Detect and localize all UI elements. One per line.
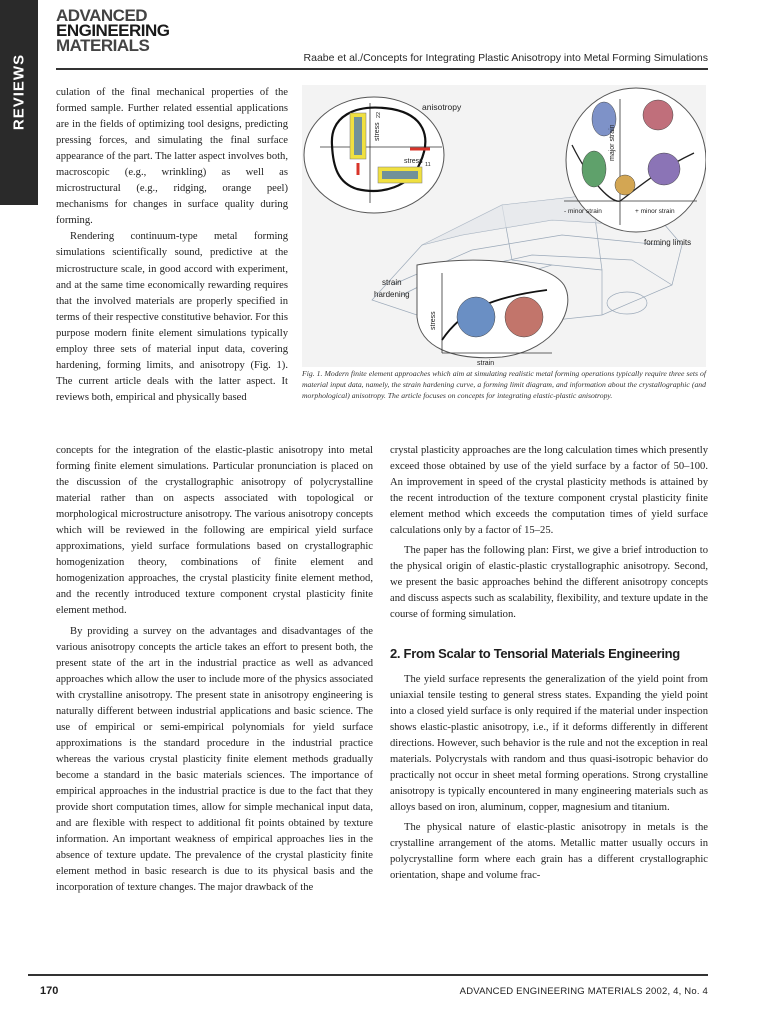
section-tab [0,0,38,205]
specimen-vertical-grains [354,117,362,155]
column-top-left [56,85,288,406]
label-stress: stress [430,311,437,330]
hardening-grain-map-2 [505,297,543,337]
section-heading: 2. From Scalar to Tensorial Materials Engineering [390,645,680,661]
label-strain-hardening-1: strain [382,278,402,287]
label-minor-strain-minus: - minor strain [564,208,602,215]
figure-1 [302,85,706,367]
label-stress22-sub: 22 [376,111,382,118]
label-strain-hardening-2: hardening [374,290,410,299]
label-strain: strain [477,360,495,367]
label-anisotropy: anisotropy [422,102,462,112]
column-left [56,443,373,896]
paragraph: culation of the final mechanical properties of the formed sample. Further related essential applications are in the fields of optimizing tool designs, predicting pressing forces, and simulating the final surface appearance of the part. The latter aspect involves both, macroscopic (e.g., wrinkling) as well as microstructural (e.g., ridging, orange peel) mechanisms for changes in surface quality during forming. [56,87,288,227]
label-stress11-sub: 11 [425,162,431,168]
hardening-grain-map-1 [457,297,495,337]
specimen-horizontal-grains [382,171,418,179]
paragraph: crystal plasticity approaches are the long calculation times which presently exceed those obtained by use of the yield surface by a factor of 50–100. An improvement in speed of the crystal plasticity methods is attained by the recent introduction of the texture component crystal plasticity finite element method which exceeds the computation times of yield surface calculations only by a factor of 15–25. [390,445,708,537]
paragraph: The physical nature of elastic-plastic anisotropy in metals is the crystalline arrangement of the atoms. Metallic matter usually occurs in polycrystalline form where each grain has a different crystallographic orientation, shape and volume frac- [390,821,708,882]
grain-map-2 [643,100,673,130]
paragraph: concepts for the integration of the elastic-plastic anisotropy into metal forming finite element simulations. Particular pronunciation is placed on the discussion of the crystallographic anisotropy of polycrystalline material rather than on aspects associated with topological or morphological microstructure anisotropy. The various anisotropy concepts which will be reviewed in the following are empirical yield surface approximations, yield surface formulations based on crystallographic homogenization theory, combinations of finite element and homogenization approaches, the crystal plasticity finite element method, and the recently introduced texture component crystal plasticity finite element method. [56,445,373,617]
paragraph: The yield surface represents the generalization of the yield point from uniaxial tensile testing to general stress states. Expanding the yield point into a closed yield surface is only required if the material under inspection shows elastic-plastic anisotropy, i.e., if it deforms differently in different directions. However, such behavior is the rule and not the exception in real materials. Polycrystals with random and thus quasi-isotropic behavior do practically not occur in sheet metal forming operations. Strong crystalline anisotropy is typically encountered in many engineering materials such as alloys based on iron, aluminum, copper, magnesium and titanium. [390,673,708,813]
label-stress11: stress [404,158,423,165]
section-tab-label: REVIEWS [10,53,28,131]
page-number: 170 [40,985,59,997]
footer-rule [28,974,708,976]
paragraph: By providing a survey on the advantages and disadvantages of the various anisotropy concepts the article takes an effort to present both, the present state of the art in the industrial practice as well as advanced approaches which allow the user to include more of the physics associated with crystalline anisotropy. The present state in anisotropy engineering is naturally different between industrial applications and basic science. The use of empirical or semi-empirical polynomials for yield surface approximations is the standard procedure in the industrial practice whereas the various crystal plasticity finite element methods gradually become a standard in the basic materials sciences. The importance of empirical approaches in the industrial practice is due to the fact that they provide short computation times, allow for simple mechanical input data, and are flexible with respect to additional fit points obtained by texture information. An important weakness of empirical approaches lies in the absence of texture update. The prevalence of the crystal plasticity finite element method in basic research is due to its physical basis and the incorporation of texture changes. The major drawback of the [56,625,373,894]
running-head: Raabe et al./Concepts for Integrating Plastic Anisotropy into Metal Forming Simulations [303,52,708,64]
column-right [390,443,708,884]
paragraph: Rendering continuum-type metal forming simulations scientifically sound, predictive at the microstructure scale, in good accord with experiment, and at the same time economically rewarding requires that the involved materials are properly specified in terms of their respective constitutive behavior. For this purpose modern finite element simulations typically employ three sets of material input data, covering hardening, forming limits, and anisotropy (Fig. 1). The current article deals with the latter aspect. It reviews both, empirical and physically based [56,231,288,403]
logo-line-3: MATERIALS [56,36,150,55]
label-stress22: stress [374,122,381,141]
journal-logo [56,8,170,53]
label-forming-limits: forming limits [644,238,692,247]
footer-journal: ADVANCED ENGINEERING MATERIALS 2002, 4, No. 4 [459,986,708,997]
grain-map-5 [615,175,635,195]
figure-caption: Fig. 1. Modern finite element approaches which aim at simulating realistic metal forming operations typically require three sets of material input data, namely, the strain hardening curve, a forming limit diagram, and information about the crystallographic (and morphological) anisotropy. The article focuses on concepts for integrating elastic-plastic anisotropy. [302,369,706,401]
grain-map-3 [582,151,606,187]
logo-line-1: ADVANCED [56,6,148,25]
paragraph: The paper has the following plan: First, we give a brief introduction to the physical origin of elastic-plastic crystallographic anisotropy. Second, we present the basic approaches behind the different anisotropy concepts and discuss aspects such as scalability, flexibility, and texture update in the course of forming simulation. [390,545,708,621]
grain-map-4 [648,153,680,185]
logo-line-2: ENGINEERING [56,21,170,40]
header-rule [56,68,708,70]
label-minor-strain-plus: + minor strain [635,208,675,215]
label-major-strain: major strain [609,124,616,161]
